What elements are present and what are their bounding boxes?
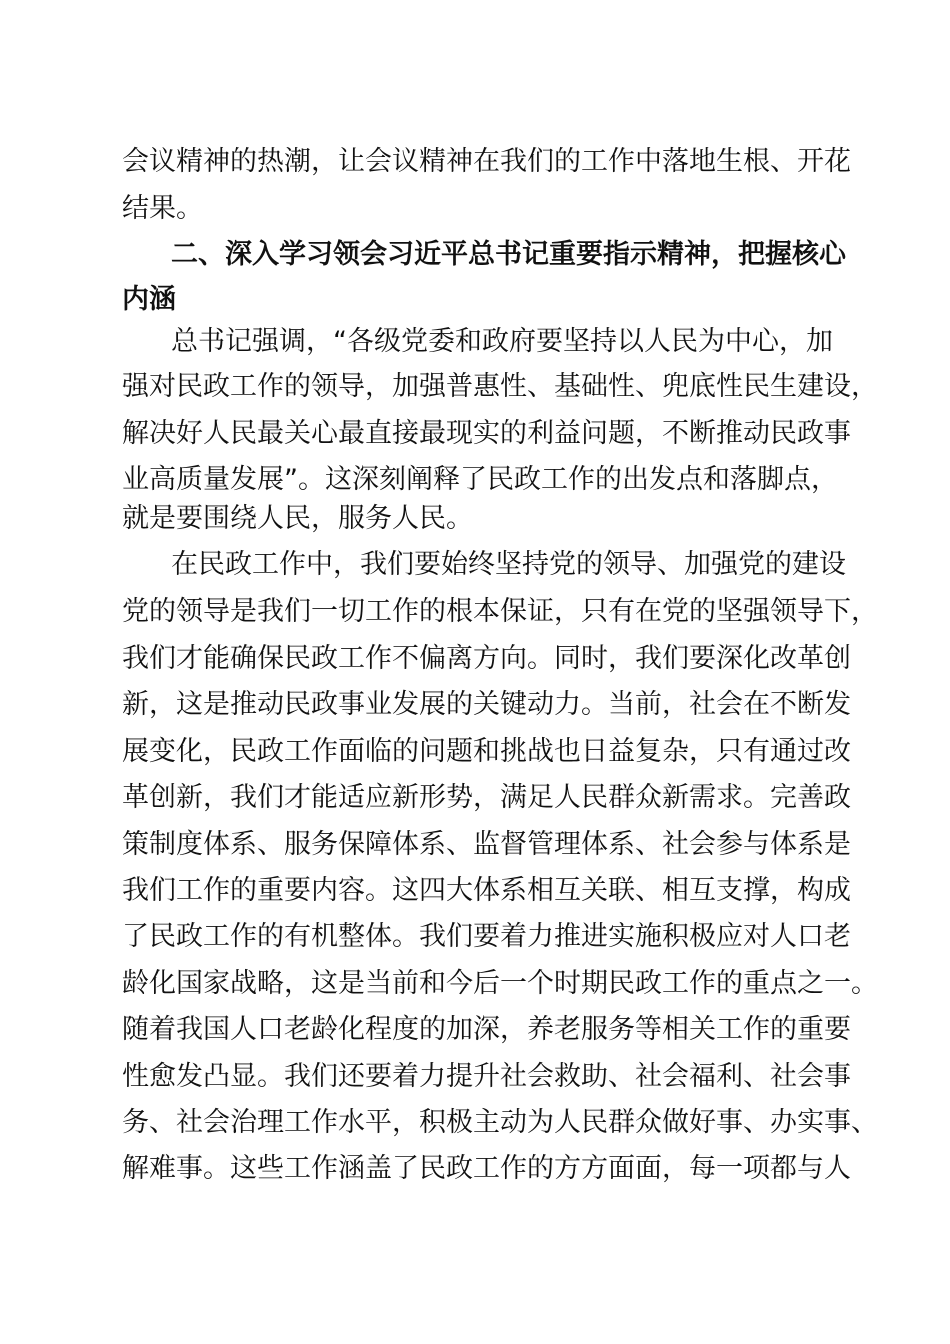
paragraph-line: 我们才能确保民政工作不偏离方向。同时，我们要深化改革创 bbox=[122, 643, 851, 674]
paragraph-line: 革创新，我们才能适应新形势，满足人民群众新需求。完善政 bbox=[122, 782, 851, 813]
paragraph-line: 就是要围绕人民，服务人民。 bbox=[122, 503, 473, 534]
paragraph-line: 解难事。这些工作涵盖了民政工作的方方面面，每一项都与人 bbox=[122, 1153, 851, 1184]
paragraph-line: 我们工作的重要内容。这四大体系相互关联、相互支撑，构成 bbox=[122, 875, 851, 906]
paragraph-line: 策制度体系、服务保障体系、监督管理体系、社会参与体系是 bbox=[122, 829, 851, 860]
paragraph-line: 新，这是推动民政事业发展的关键动力。当前，社会在不断发 bbox=[122, 689, 851, 720]
paragraph-line: 在民政工作中，我们要始终坚持党的领导、加强党的建设 bbox=[171, 549, 846, 580]
paragraph-line: 解决好人民最关心最直接最现实的利益问题，不断推动民政事 bbox=[122, 418, 851, 449]
paragraph-line: 展变化，民政工作面临的问题和挑战也日益复杂，只有通过改 bbox=[122, 736, 851, 767]
paragraph-line: 随着我国人口老龄化程度的加深，养老服务等相关工作的重要 bbox=[122, 1014, 851, 1045]
paragraph-line: 务、社会治理工作水平，积极主动为人民群众做好事、办实事、 bbox=[122, 1107, 878, 1138]
section-heading: 二、深入学习领会习近平总书记重要指示精神，把握核心 bbox=[171, 239, 846, 270]
paragraph-line: 龄化国家战略，这是当前和今后一个时期民政工作的重点之一。 bbox=[122, 968, 878, 999]
paragraph-line: 结果。 bbox=[122, 193, 203, 224]
paragraph-line: 了民政工作的有机整体。我们要着力推进实施积极应对人口老 bbox=[122, 921, 851, 952]
paragraph-line: 强对民政工作的领导，加强普惠性、基础性、兜底性民生建设， bbox=[122, 371, 878, 402]
paragraph-line: 业高质量发展”。这深刻阐释了民政工作的出发点和落脚点， bbox=[122, 464, 838, 495]
paragraph-line: 党的领导是我们一切工作的根本保证，只有在党的坚强领导下， bbox=[122, 596, 878, 627]
paragraph-line: 性愈发凸显。我们还要着力提升社会救助、社会福利、社会事 bbox=[122, 1061, 851, 1092]
section-heading: 内涵 bbox=[122, 284, 176, 315]
paragraph-line: 会议精神的热潮，让会议精神在我们的工作中落地生根、开花 bbox=[122, 146, 851, 177]
paragraph-line: 总书记强调，“各级党委和政府要坚持以人民为中心，加 bbox=[171, 326, 833, 357]
